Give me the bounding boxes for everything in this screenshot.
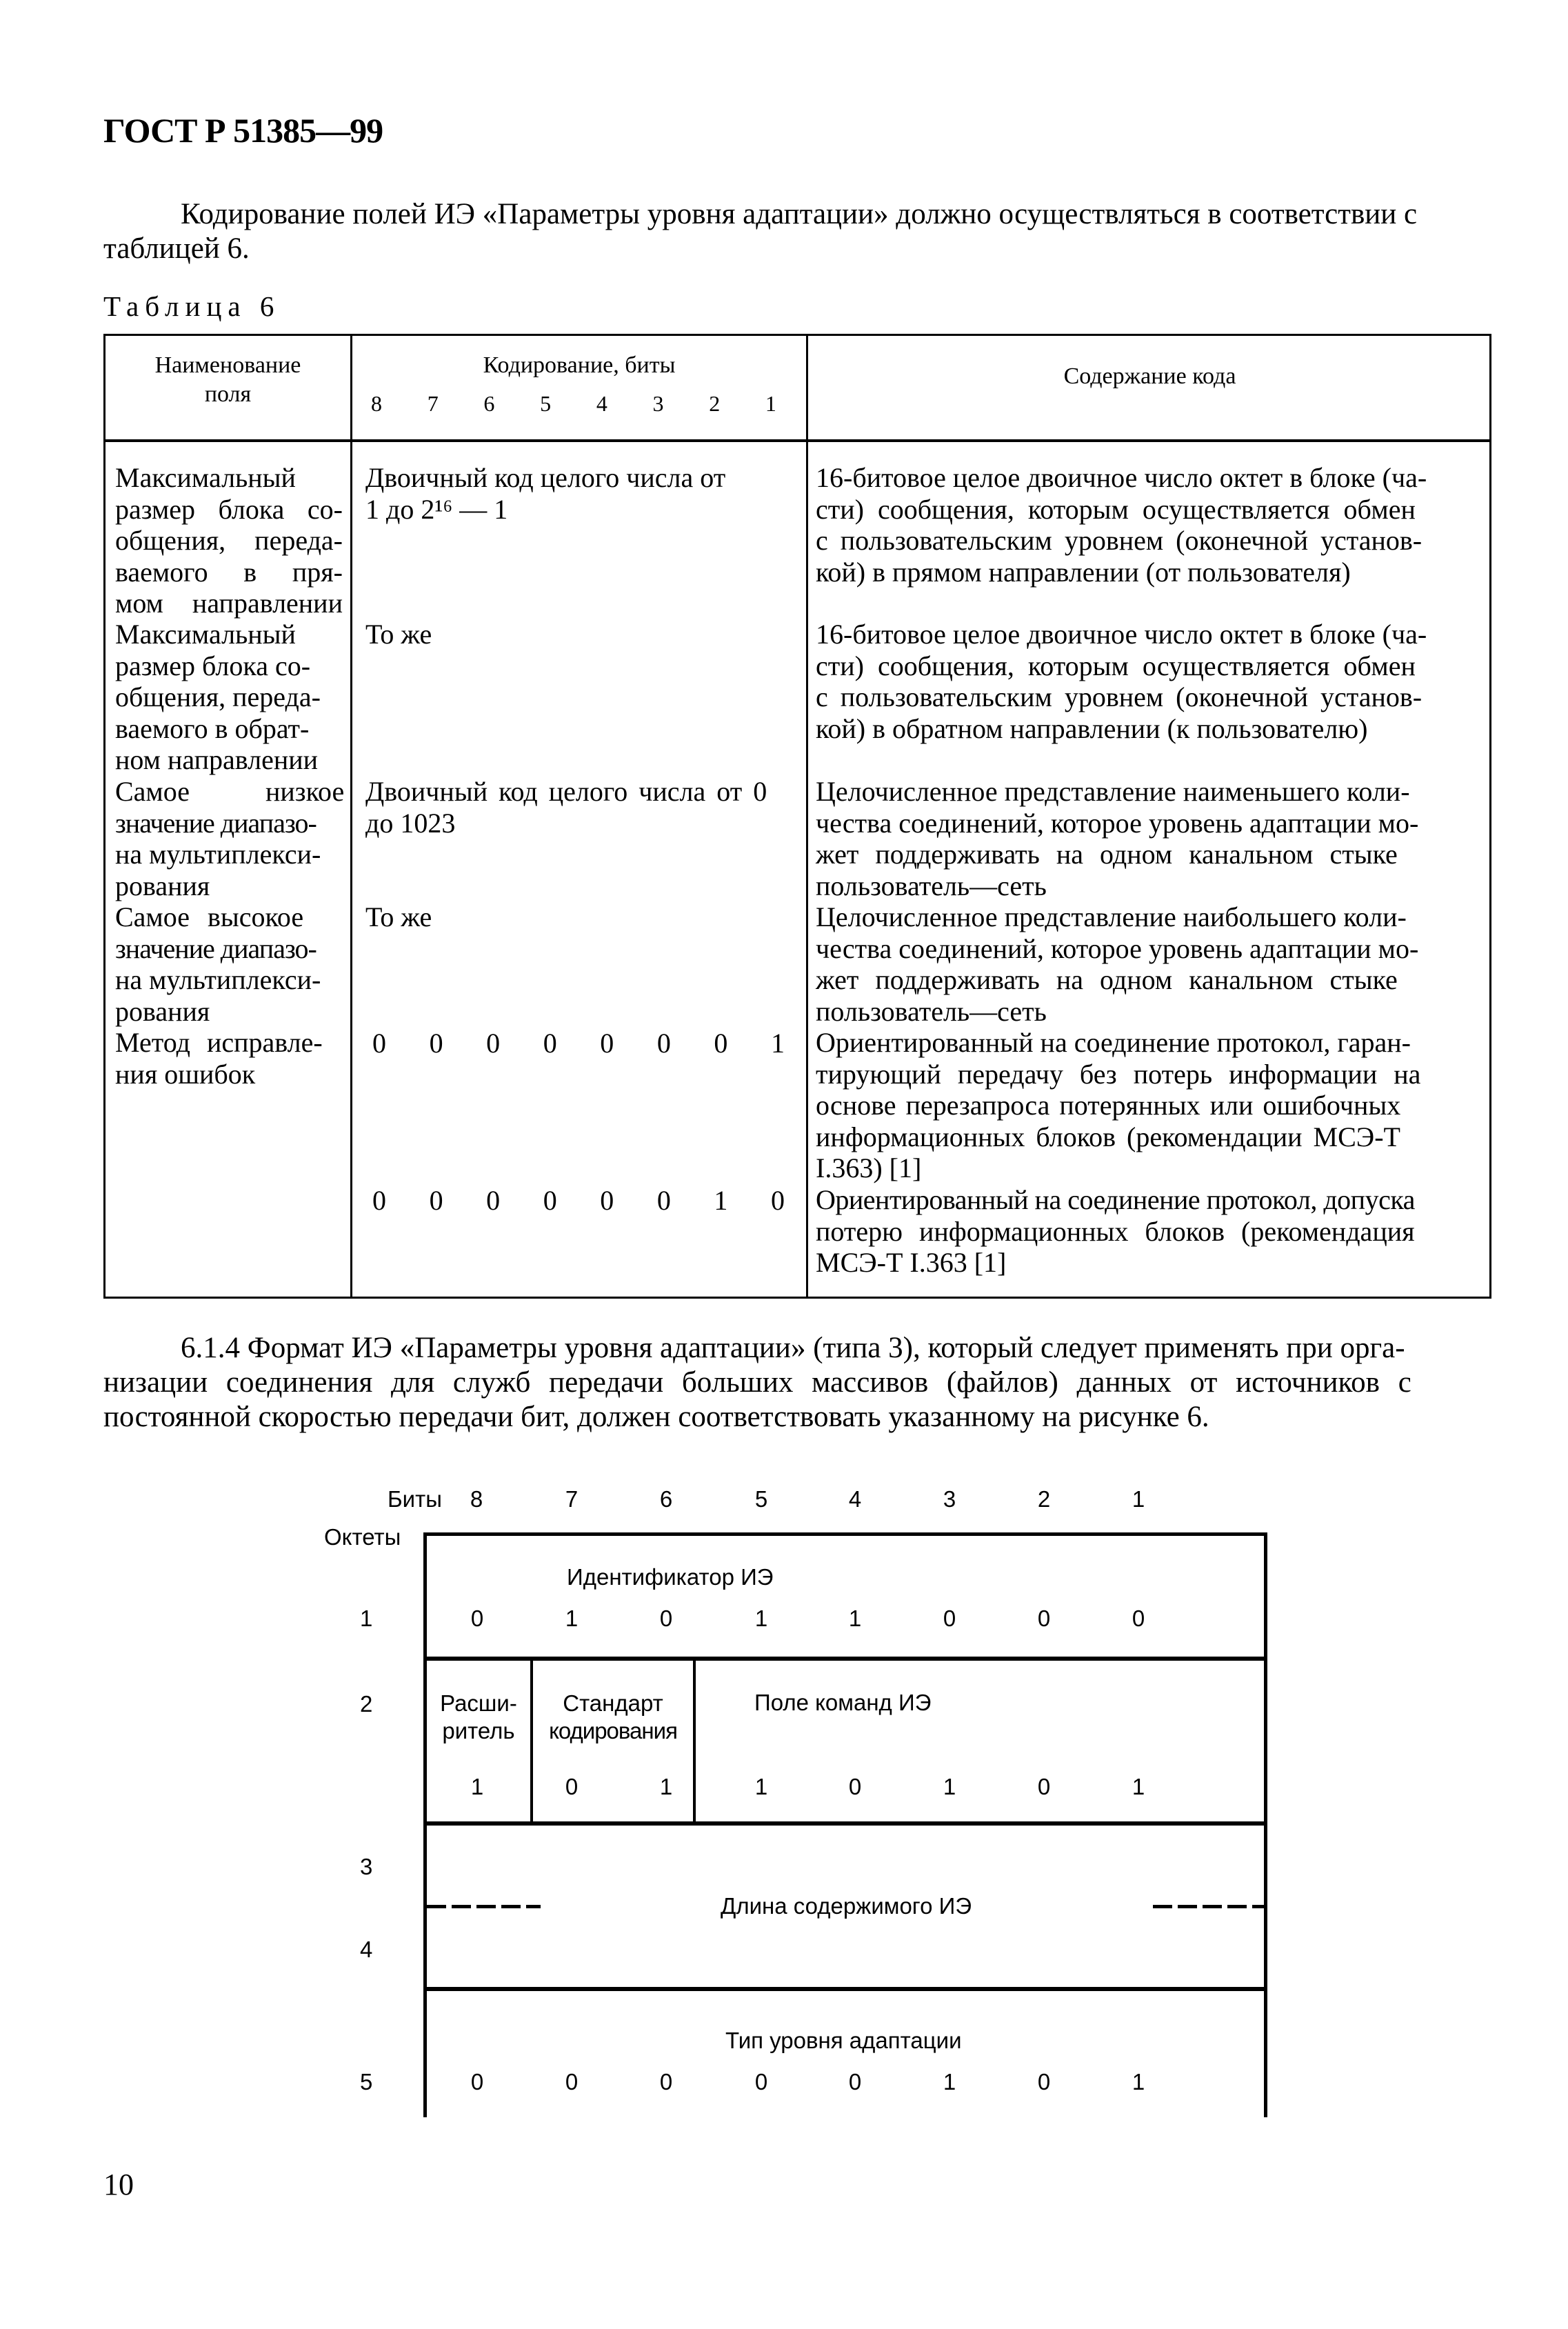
cell-line: Метод исправле-	[115, 1027, 323, 1058]
cell-line: Ориентированный на соединение протокол, гаран-	[816, 1027, 1411, 1058]
cell-line: чества соединений, которое уровень адаптации мо-	[816, 932, 1419, 964]
bit-value: 1	[1132, 2069, 1145, 2095]
cell-line: мом направлении	[115, 588, 343, 619]
cell-line: с пользовательским уровнем (оконечной установ-	[816, 525, 1423, 556]
bit-number: 6	[659, 1486, 673, 1512]
cell-line: основе перезапроса потерянных или ошибочных	[816, 1090, 1401, 1121]
paragraph-line: Кодирование полей ИЭ «Параметры уровня адаптации» должно осуществляться в соответствии с	[181, 198, 1418, 230]
cell-line: Двоичный код целого числа от 0	[365, 776, 767, 807]
bit-value: 0	[754, 2069, 768, 2095]
cell-line: Самое высокое	[115, 901, 304, 932]
bit-number: 7	[427, 391, 439, 416]
bit-value: 1	[943, 2069, 956, 2095]
table-row-4-name	[115, 901, 343, 1027]
octet-number: 1	[360, 1606, 373, 1631]
cell-line: значение диапазо-	[115, 807, 316, 839]
cell-line: общения, переда-	[115, 525, 343, 556]
table-row-3-name	[115, 776, 343, 901]
bit-value: 0	[848, 2069, 862, 2095]
bit-value: 1	[714, 1185, 728, 1216]
field-divider	[693, 1659, 696, 1823]
paragraph-line: низации соединения для служб передачи больших массивов (файлов) данных от источников с	[103, 1366, 1411, 1399]
cell-line: Целочисленное представление наименьшего коли-	[816, 776, 1410, 807]
bit-value: 0	[770, 1185, 785, 1216]
bit-value: 1	[770, 1028, 785, 1059]
bit-value: 0	[565, 2069, 579, 2095]
cell-line: кой) в прямом направлении (от пользователя)	[816, 556, 1351, 588]
bit-value: 0	[543, 1028, 557, 1059]
cell-line: размер блока со-	[115, 650, 311, 681]
bit-value: 0	[943, 1606, 956, 1631]
bit-number: 4	[596, 391, 607, 416]
cell-line: 1 до 2¹⁶ — 1	[365, 493, 508, 525]
document-id: ГОСТ Р 51385—99	[103, 111, 383, 150]
bit-value: 0	[659, 2069, 673, 2095]
cell-line: ном направлении	[115, 744, 319, 775]
cell-line: То же	[365, 619, 432, 650]
table-6	[103, 334, 1491, 1299]
header-text: Наименование	[154, 352, 301, 378]
bit-value: 0	[565, 1774, 579, 1799]
bit-value: 0	[1132, 1606, 1145, 1631]
bit-number: 3	[943, 1486, 956, 1512]
cell-line: чества соединений, которое уровень адаптации мо-	[816, 807, 1419, 839]
field-coding-standard	[533, 1690, 693, 1745]
table-row-1-coding	[365, 462, 800, 525]
bit-value: 0	[656, 1028, 671, 1059]
length-continuation-dash	[1153, 1905, 1265, 1908]
bit-value: 0	[372, 1185, 386, 1216]
cell-line: размер блока со-	[115, 493, 343, 525]
cell-line: потерю информационных блоков (рекомендация	[816, 1215, 1415, 1247]
table-row-3-content	[816, 776, 1481, 901]
bit-number: 1	[765, 391, 776, 416]
header-field-name	[105, 351, 350, 409]
octet-number: 2	[360, 1691, 373, 1717]
field-extension	[427, 1690, 530, 1745]
bit-number: 7	[565, 1486, 579, 1512]
table-row-2-name	[115, 619, 343, 776]
table-row-1-name	[115, 462, 343, 619]
cell-line: рования	[115, 870, 210, 901]
cell-line: кой) в обратном направлении (к пользователю)	[816, 712, 1368, 744]
cell-line: общения, переда-	[115, 681, 321, 712]
column-divider	[350, 336, 352, 1297]
cell-line: То же	[365, 901, 432, 932]
bit-number: 8	[470, 1486, 483, 1512]
field-label: Расши-	[440, 1690, 517, 1716]
header-content: Содержание кода	[1063, 363, 1236, 389]
table-row-3-coding	[365, 776, 800, 839]
cell-line: жет поддерживать на одном канальном стыке	[816, 964, 1398, 995]
table-row-5-name	[115, 1027, 343, 1090]
field-ie-content-length: Длина содержимого ИЭ	[721, 1893, 972, 1919]
cell-line: Максимальный	[115, 619, 296, 650]
table-row-5-content	[816, 1027, 1481, 1184]
bit-value: 0	[600, 1028, 614, 1059]
page-number: 10	[103, 2168, 134, 2201]
field-label: ритель	[442, 1718, 515, 1743]
octet-divider	[423, 1657, 1267, 1661]
cell-line: значение диапазо-	[115, 932, 316, 964]
octet-number: 5	[360, 2069, 373, 2095]
table-row-1-content	[816, 462, 1481, 588]
cell-line: до 1023	[365, 807, 456, 839]
cell-line: ваемого в обрат-	[115, 712, 310, 744]
cell-line: пользователь—сеть	[816, 995, 1047, 1027]
bit-value: 0	[659, 1606, 673, 1631]
header-text: поля	[204, 381, 252, 407]
bit-value: 1	[943, 1774, 956, 1799]
cell-line: рования	[115, 995, 210, 1027]
cell-line: на мультиплекси-	[115, 964, 321, 995]
header-bit-numbers	[371, 391, 776, 417]
header-divider	[105, 439, 1489, 442]
bit-value: 0	[372, 1028, 386, 1059]
cell-line: пользователь—сеть	[816, 870, 1047, 901]
cell-line: Самое низкое	[115, 776, 345, 807]
bit-value: 0	[486, 1185, 501, 1216]
bit-number: 6	[483, 391, 495, 416]
cell-line: 16-битовое целое двоичное число октет в блоке (ча-	[816, 462, 1427, 493]
bit-value: 1	[1132, 1774, 1145, 1799]
bit-value: 0	[848, 1774, 862, 1799]
table-row-2-content	[816, 619, 1481, 744]
field-ie-command: Поле команд ИЭ	[754, 1690, 932, 1715]
bit-value: 0	[486, 1028, 501, 1059]
header-coding: Кодирование, биты	[483, 352, 676, 378]
field-adaptation-level-type: Тип уровня адаптации	[725, 2028, 962, 2053]
bit-number: 8	[371, 391, 382, 416]
field-label: кодирования	[549, 1718, 677, 1743]
bit-value: 0	[470, 1606, 484, 1631]
cell-line: сти) сообщения, которым осуществляется обмен	[816, 650, 1416, 681]
octet-number: 3	[360, 1854, 373, 1879]
cell-line: Целочисленное представление наибольшего коли-	[816, 901, 1407, 932]
bit-number: 3	[652, 391, 664, 416]
bit-value: 0	[429, 1028, 443, 1059]
bits-label: Биты	[388, 1486, 442, 1512]
table-row-2-coding	[365, 619, 800, 650]
cell-line: жет поддерживать на одном канальном стыке	[816, 839, 1398, 870]
bit-value: 0	[600, 1185, 614, 1216]
paragraph-line: таблицей 6.	[103, 232, 250, 265]
bit-value: 0	[1037, 2069, 1051, 2095]
cell-line: сти) сообщения, которым осуществляется обмен	[816, 493, 1416, 525]
table-row-5-coding-bits	[372, 1027, 785, 1059]
bit-value: 0	[470, 2069, 484, 2095]
table-row-4-coding	[365, 901, 800, 933]
cell-line: 16-битовое целое двоичное число октет в блоке (ча-	[816, 619, 1427, 650]
cell-line: ния ошибок	[115, 1058, 256, 1090]
octets-label: Октеты	[324, 1524, 401, 1550]
table-row-4-content	[816, 901, 1481, 1027]
octet-number: 4	[360, 1937, 373, 1962]
field-ie-identifier: Идентификатор ИЭ	[567, 1564, 774, 1590]
octet-divider	[423, 1821, 1267, 1826]
field-label: Стандарт	[563, 1690, 663, 1716]
bit-value: 1	[565, 1606, 579, 1631]
paragraph-line: постоянной скоростью передачи бит, должен соответствовать указанному на рисунке 6.	[103, 1401, 1209, 1433]
bit-value: 1	[848, 1606, 862, 1631]
table-row-6-content	[816, 1184, 1481, 1279]
bit-value: 0	[714, 1028, 728, 1059]
bit-number: 2	[709, 391, 721, 416]
cell-line: с пользовательским уровнем (оконечной установ-	[816, 681, 1423, 712]
bit-value: 1	[754, 1606, 768, 1631]
bit-value: 1	[754, 1774, 768, 1799]
cell-line: Максимальный	[115, 462, 296, 493]
column-divider	[806, 336, 808, 1297]
figure-border-top	[423, 1532, 1267, 1536]
bit-value: 0	[1037, 1774, 1051, 1799]
cell-line: ваемого в пря-	[115, 556, 343, 588]
cell-line: МСЭ-Т I.363 [1]	[816, 1247, 1007, 1278]
bit-value: 0	[1037, 1606, 1051, 1631]
bit-value: 0	[656, 1185, 671, 1216]
cell-line: тирующий передачу без потерь информации на	[816, 1058, 1421, 1090]
octet-divider	[423, 1987, 1267, 1991]
bit-number: 4	[848, 1486, 862, 1512]
cell-line: информационных блоков (рекомендации МСЭ-Т	[816, 1121, 1400, 1152]
bit-value: 1	[659, 1774, 673, 1799]
cell-line: I.363) [1]	[816, 1152, 922, 1183]
bit-value: 1	[470, 1774, 484, 1799]
cell-line: Двоичный код целого числа от	[365, 462, 726, 493]
section-paragraph	[103, 1331, 1493, 1435]
bit-number: 5	[540, 391, 552, 416]
cell-line: Ориентированный на соединение протокол, допуска	[816, 1184, 1415, 1215]
paragraph-line: 6.1.4 Формат ИЭ «Параметры уровня адаптации» (типа 3), который следует применять при орга-	[181, 1332, 1405, 1364]
cell-line: на мультиплекси-	[115, 839, 321, 870]
table-caption: Таблица 6	[103, 290, 281, 322]
bit-number: 2	[1037, 1486, 1051, 1512]
bit-number: 1	[1132, 1486, 1145, 1512]
length-continuation-dash	[427, 1905, 541, 1908]
bit-number: 5	[754, 1486, 768, 1512]
bit-value: 0	[543, 1185, 557, 1216]
bit-value: 0	[429, 1185, 443, 1216]
table-row-6-coding-bits	[372, 1184, 785, 1217]
intro-paragraph	[103, 197, 1493, 266]
